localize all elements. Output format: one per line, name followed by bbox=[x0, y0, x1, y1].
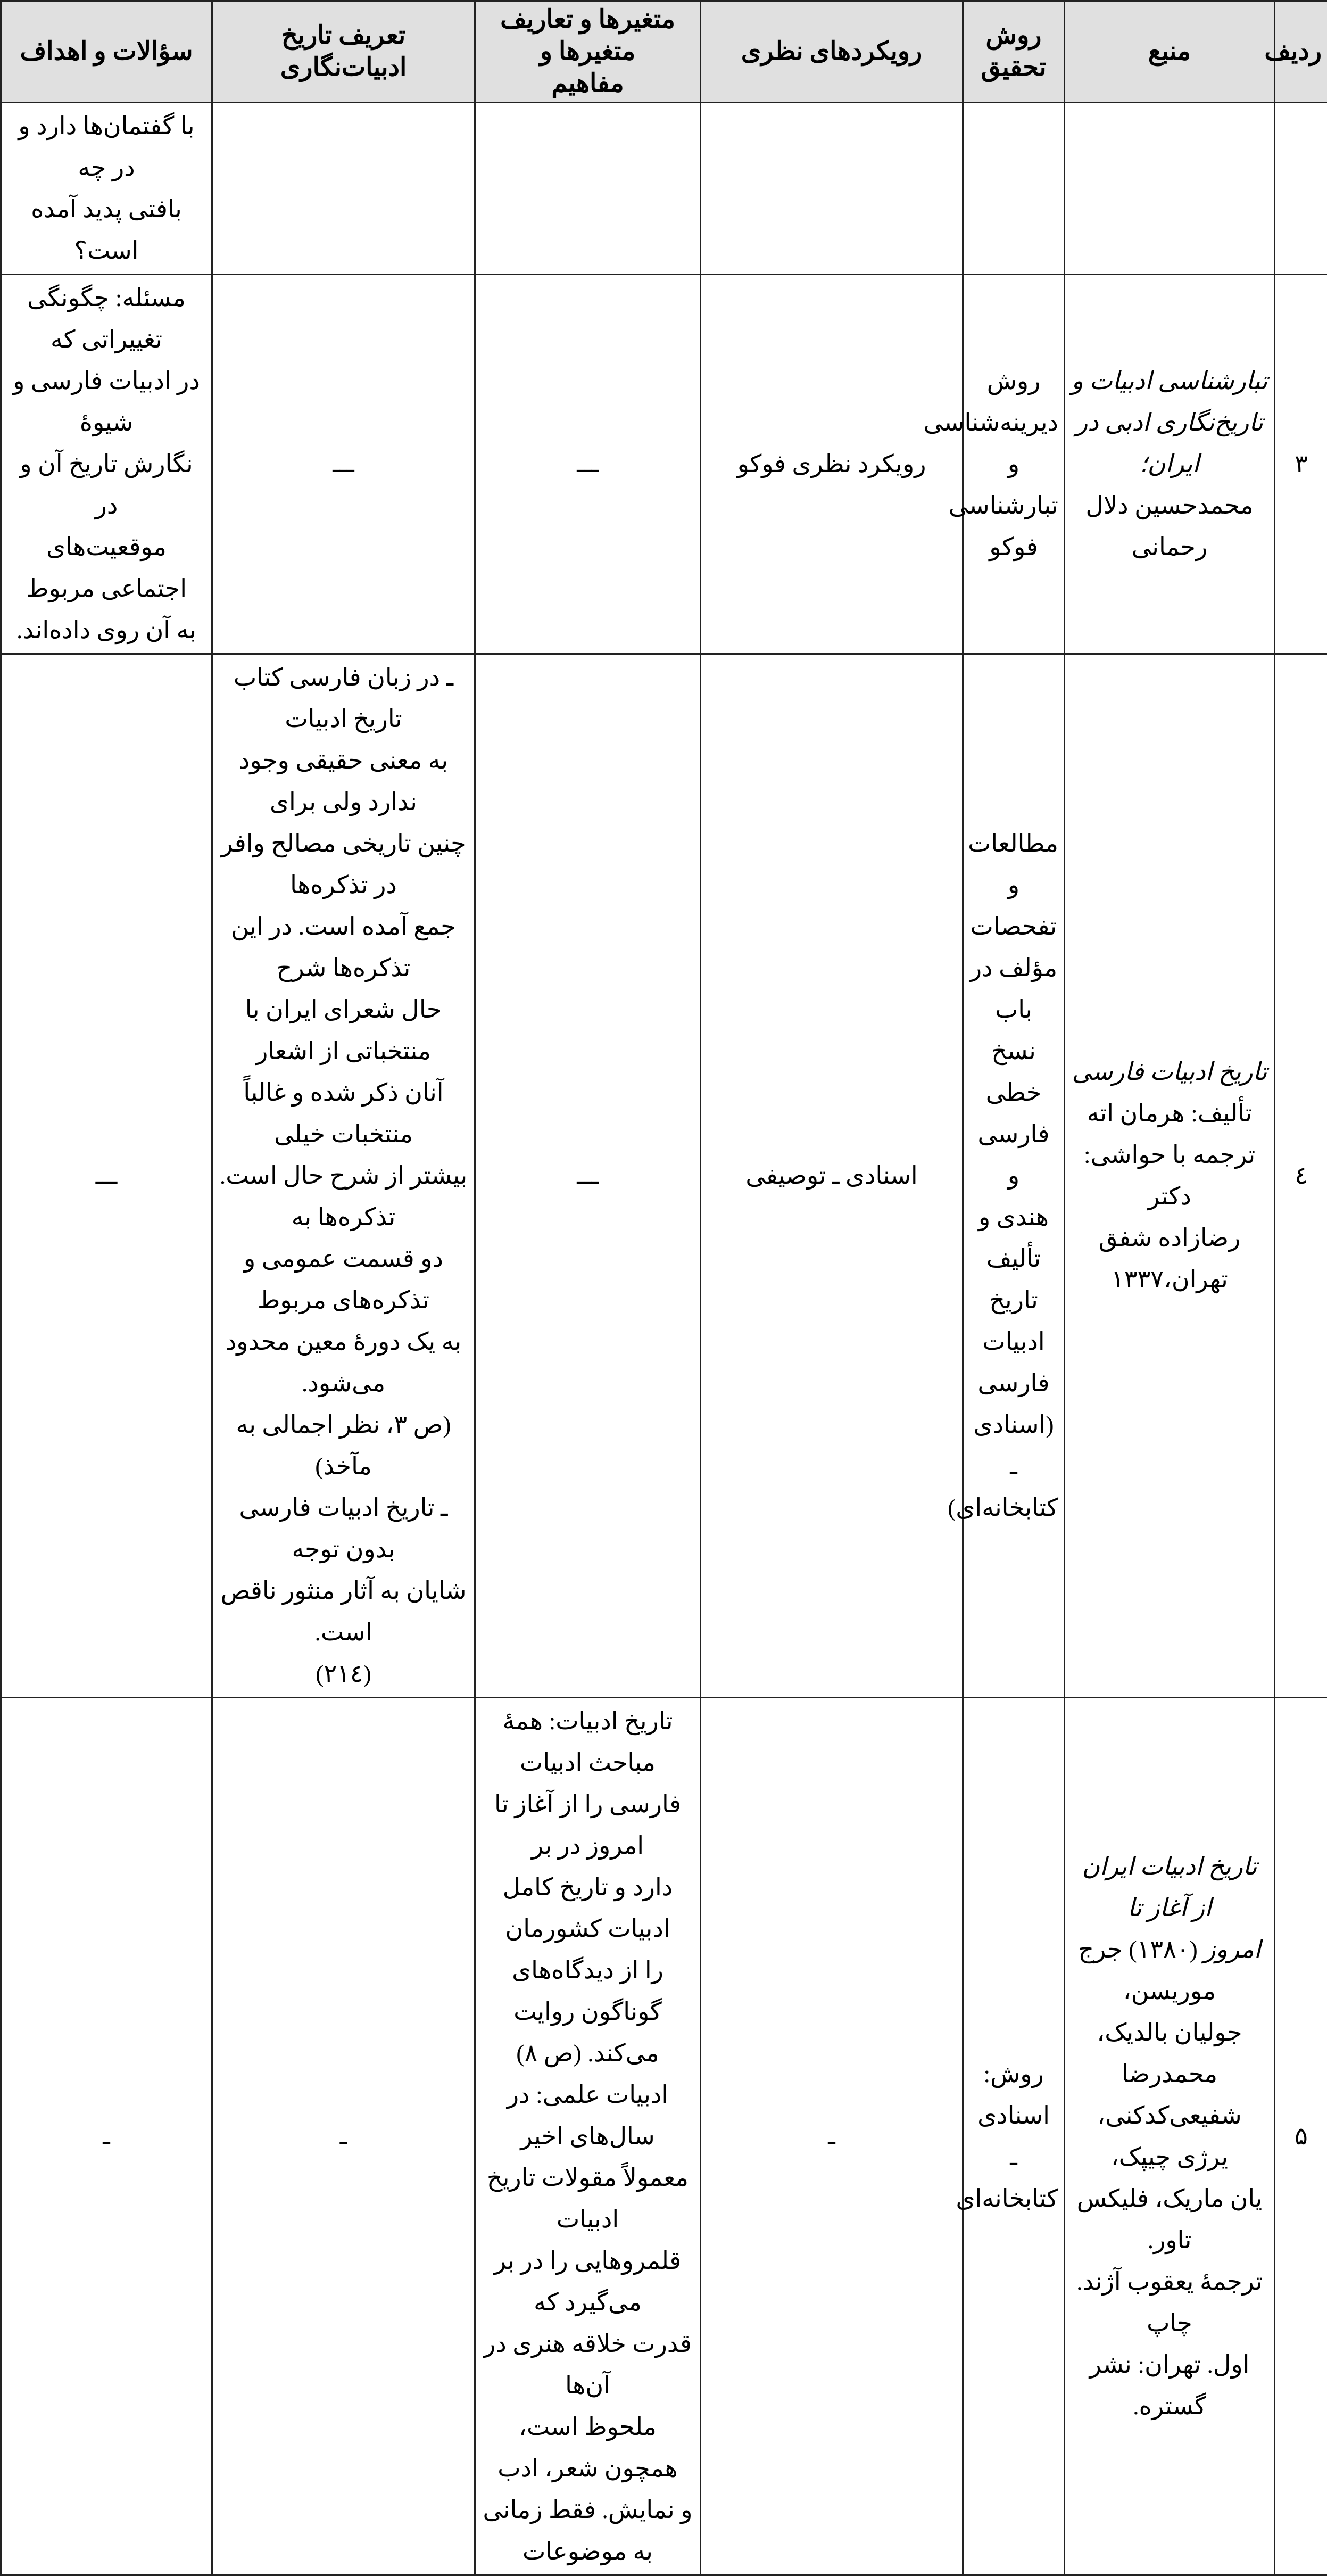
cell-source bbox=[1065, 275, 1275, 654]
cell-variables: تاریخ ادبیات: همۀ مباحث ادبیات فارسی را از آغاز تا امروز در بر دارد و تاریخ کامل ادبیات کشورمان را از دیدگاه‌های گوناگون روایت می‌کند. (ص ۸) ادبیات علمی: در سال‌های اخیر معمولاً مقولات تاریخ ادبیات قلمروهایی را در بر می‌گیرد که قدرت خلاقه هنری در آن‌ها ملحوظ است، همچون شعر، ادب و نمایش. فقط زمانی به موضوعات bbox=[475, 1698, 701, 2575]
table-row bbox=[1, 275, 1327, 654]
header-definition: تعریف تاریخ ادبیات‌نگاری bbox=[212, 1, 475, 103]
cell-questions: مسئله: چگونگی تغییراتی که در ادبیات فارسی و شیوۀ نگارش تاریخ آن و در موقعیت‌های اجتماعی مربوط به آن روی داده‌اند. bbox=[1, 275, 212, 654]
cell-source bbox=[1065, 1698, 1275, 2575]
cell-questions: ـــ bbox=[1, 654, 212, 1698]
header-approach: رویکردهای نظری bbox=[701, 1, 963, 103]
cell-approach: ـ bbox=[701, 1698, 963, 2575]
source-details: تألیف: هرمان اته ترجمه با حواشی: دکتر رضازاده شفق تهران،۱۳۳۷ bbox=[1084, 1100, 1255, 1293]
cell-radif: ۳ bbox=[1275, 275, 1327, 654]
table-row bbox=[1, 1698, 1327, 2575]
header-row bbox=[1, 1, 1327, 103]
cell-variables bbox=[475, 103, 701, 275]
header-variables: متغیرها و تعاریف متغیرها و مفاهیم bbox=[475, 1, 701, 103]
source-details: محمدحسین دلال رحمانی bbox=[1085, 492, 1253, 560]
cell-method: مطالعات و تفحصات مؤلف در باب نسخ خطی فارسی و هندی و تألیف تاریخ ادبیات فارسی (اسنادی ـ کتابخانه‌ای) bbox=[963, 654, 1065, 1698]
cell-method bbox=[963, 103, 1065, 275]
source-title: تبارشناسی ادبیات و تاریخ‌نگاری ادبی در ایران؛ bbox=[1072, 367, 1268, 477]
cell-source bbox=[1065, 103, 1275, 275]
source-details: (۱۳۸۰) جرج موریسن، جولیان بالدیک، محمدرضا شفیعی‌کدکنی، یرژی چیپک، یان ماریک، فلیکس تاور. ترجمۀ یعقوب آژند. چاپ اول. تهران: نشر گستره. bbox=[1076, 1936, 1263, 2420]
cell-variables: ـــ bbox=[475, 275, 701, 654]
table-row bbox=[1, 103, 1327, 275]
header-radif: ردیف bbox=[1275, 1, 1327, 103]
cell-definition: ـــ bbox=[212, 275, 475, 654]
cell-approach bbox=[701, 103, 963, 275]
cell-radif: ٤ bbox=[1275, 654, 1327, 1698]
source-title: تاریخ ادبیات فارسی bbox=[1072, 1058, 1267, 1085]
cell-radif: ۵ bbox=[1275, 1698, 1327, 2575]
cell-source bbox=[1065, 654, 1275, 1698]
cell-questions: ـ bbox=[1, 1698, 212, 2575]
header-method: روش تحقیق bbox=[963, 1, 1065, 103]
cell-definition: ـ در زبان فارسی کتاب تاریخ ادبیات به معنی حقیقی وجود ندارد ولی برای چنین تاریخی مصالح وافر در تذکره‌ها جمع آمده است. در این تذکره‌ها شرح حال شعرای ایران با منتخباتی از اشعار آنان ذکر شده و غالباً منتخبات خیلی بیشتر از شرح حال است. تذکره‌ها به دو قسمت عمومی و تذکره‌های مربوط به یک دورۀ معین محدود می‌شود. (ص ۳، نظر اجمالی به مآخذ) ـ تاریخ ادبیات فارسی بدون توجه شایان به آثار منثور ناقص است. (۲۱٤) bbox=[212, 654, 475, 1698]
cell-questions: با گفتمان‌ها دارد و در چه بافتی پدید آمده است؟ bbox=[1, 103, 212, 275]
header-questions: سؤالات و اهداف bbox=[1, 1, 212, 103]
cell-approach: رویکرد نظری فوکو bbox=[701, 275, 963, 654]
cell-definition bbox=[212, 103, 475, 275]
cell-method: روش: اسنادی ـ کتابخانه‌ای bbox=[963, 1698, 1065, 2575]
table-row bbox=[1, 654, 1327, 1698]
cell-method: روش دیرینه‌شناسی و تبارشناسی فوکو bbox=[963, 275, 1065, 654]
cell-definition: ـ bbox=[212, 1698, 475, 2575]
header-source: منبع bbox=[1065, 1, 1275, 103]
source-title: تاریخ ادبیات ایران از آغاز تا امروز bbox=[1082, 1853, 1260, 1963]
cell-variables: ـــ bbox=[475, 654, 701, 1698]
cell-radif bbox=[1275, 103, 1327, 275]
cell-approach: اسنادی ـ توصیفی bbox=[701, 654, 963, 1698]
